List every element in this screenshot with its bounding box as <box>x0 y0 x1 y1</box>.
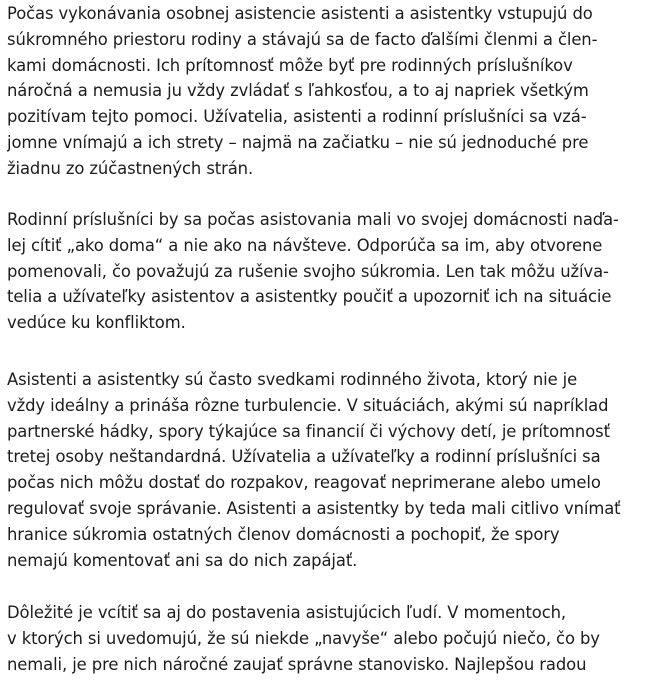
text-line: Dôležité je vcítiť sa aj do postavenia asistujúcich ľudí. V momentoch, <box>7 603 567 622</box>
text-line: Počas vykonávania osobnej asistencie asistenti a asistentky vstupujú do <box>7 4 593 23</box>
text-line: v ktorých si uvedomujú, že sú niekde „navyše“ alebo počujú niečo, čo by <box>7 628 600 648</box>
text-line: lej cítiť „ako doma“ a nie ako na návšteve. Odporúča sa im, aby otvorene <box>7 235 603 255</box>
text-line: kami domácnosti. Ich prítomnosť môže byť pre rodinných príslušníkov <box>7 55 573 75</box>
text-line: jomne vnímajú a ich strety – najmä na začiatku – nie sú jednoduché pre <box>7 132 589 152</box>
text-line: počas nich môžu dostať do rozpakov, reagovať neprimerane alebo umelo <box>7 473 601 493</box>
text-line: tretej osoby neštandardná. Užívatelia a užívateľky a rodinní príslušníci sa <box>7 447 601 467</box>
paragraph-3 <box>7 367 621 573</box>
text-line: nemajú komentovať ani sa do nich zapájať. <box>7 550 358 570</box>
text-line: regulovať svoje správanie. Asistenti a asistentky by teda mali citlivo vnímať <box>7 498 621 518</box>
document-page <box>7 0 659 688</box>
paragraph-4 <box>7 600 600 677</box>
text-line: vedúce ku konfliktom. <box>7 313 186 333</box>
text-line: Rodinní príslušníci by sa počas asistovania mali vo svojej domácnosti naďa- <box>7 210 619 229</box>
text-line: hranice súkromia ostatných členov domácnosti a pochopiť, že spory <box>7 524 560 544</box>
text-line: súkromného priestoru rodiny a stávajú sa de facto ďalšími členmi a člen- <box>7 29 598 49</box>
text-line: nemali, je pre nich náročné zaujať správne stanovisko. Najlepšou radou <box>7 654 587 674</box>
text-line: náročná a nemusia ju vždy zvládať s ľahkosťou, a to aj napriek všetkým <box>7 81 589 101</box>
text-line: pomenovali, čo považujú za rušenie svojho súkromia. Len tak môžu užíva- <box>7 261 609 281</box>
text-line: žiadnu zo zúčastnených strán. <box>7 158 254 178</box>
text-line: partnerské hádky, spory týkajúce sa financií či výchovy detí, je prítomnosť <box>7 421 610 441</box>
text-line: Asistenti a asistentky sú často svedkami rodinného života, ktorý nie je <box>7 370 578 389</box>
text-line: vždy ideálny a prináša rôzne turbulencie. V situáciách, akými sú napríklad <box>7 395 609 415</box>
paragraph-1 <box>7 1 597 182</box>
paragraph-2 <box>7 207 619 336</box>
text-line: pozitívam tejto pomoci. Užívatelia, asistenti a rodinní príslušníci sa vzá- <box>7 107 587 127</box>
text-line: telia a užívateľky asistentov a asistentky poučiť a upozorniť ich na situácie <box>7 287 612 307</box>
